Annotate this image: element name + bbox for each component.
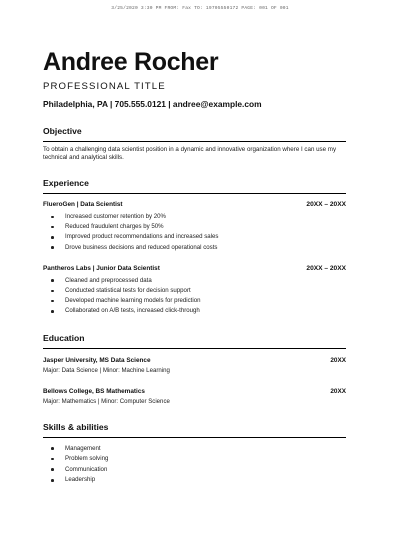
- major-minor: Major: Mathematics | Minor: Computer Science: [43, 397, 170, 405]
- experience-heading: Experience: [43, 178, 346, 194]
- list-item: Drove business decisions and reduced operational costs: [43, 243, 346, 253]
- contact-info: Philadelphia, PA | 705.555.0121 | andree@example.com: [43, 99, 262, 109]
- objective-text: To obtain a challenging data scientist position in a dynamic and innovative organization where I can use my technical and analytical skills.: [43, 146, 337, 161]
- professional-title: PROFESSIONAL TITLE: [43, 81, 166, 92]
- experience-section: [43, 178, 346, 317]
- skills-heading: Skills & abilities: [43, 422, 346, 438]
- list-item: Problem solving: [43, 454, 346, 465]
- list-item: Developed machine learning models for prediction: [43, 296, 346, 306]
- job-entry: [43, 264, 346, 317]
- job-bullets: [43, 276, 346, 317]
- skills-list: [43, 444, 346, 486]
- list-item: Conducted statistical tests for decision support: [43, 286, 346, 296]
- list-item: Leadership: [43, 475, 346, 486]
- graduation-year: 20XX: [330, 356, 346, 364]
- graduation-year: 20XX: [330, 387, 346, 395]
- list-item: Improved product recommendations and increased sales: [43, 232, 346, 242]
- list-item: Reduced fraudulent charges by 50%: [43, 222, 346, 232]
- job-entry: [43, 200, 346, 253]
- list-item: Communication: [43, 465, 346, 476]
- list-item: Increased customer retention by 20%: [43, 212, 346, 222]
- list-item: Cleaned and preprocessed data: [43, 276, 346, 286]
- list-item: Management: [43, 444, 346, 455]
- job-title: FlueroGen | Data Scientist: [43, 201, 123, 208]
- job-dates: 20XX – 20XX: [306, 201, 346, 208]
- fax-header: 3/25/2020 3:30 PM FROM: Fax TO: 19705550172 PAGE: 001 OF 001: [111, 6, 289, 11]
- skills-section: [43, 422, 346, 486]
- school-degree: Bellows College, BS Mathematics: [43, 387, 145, 395]
- objective-section: [43, 126, 346, 162]
- resume-page: [43, 48, 346, 486]
- major-minor: Major: Data Science | Minor: Machine Learning: [43, 366, 170, 374]
- candidate-name: Andree Rocher: [43, 48, 219, 76]
- list-item: Collaborated on A/B tests, increased click-through: [43, 306, 346, 316]
- job-dates: 20XX – 20XX: [306, 264, 346, 272]
- education-entry: [43, 387, 346, 406]
- education-heading: Education: [43, 333, 346, 349]
- job-title: Pantheros Labs | Junior Data Scientist: [43, 264, 160, 272]
- job-bullets: [43, 212, 346, 253]
- school-degree: Jasper University, MS Data Science: [43, 356, 151, 364]
- objective-heading: Objective: [43, 126, 346, 142]
- education-entry: [43, 356, 346, 375]
- education-section: [43, 333, 346, 406]
